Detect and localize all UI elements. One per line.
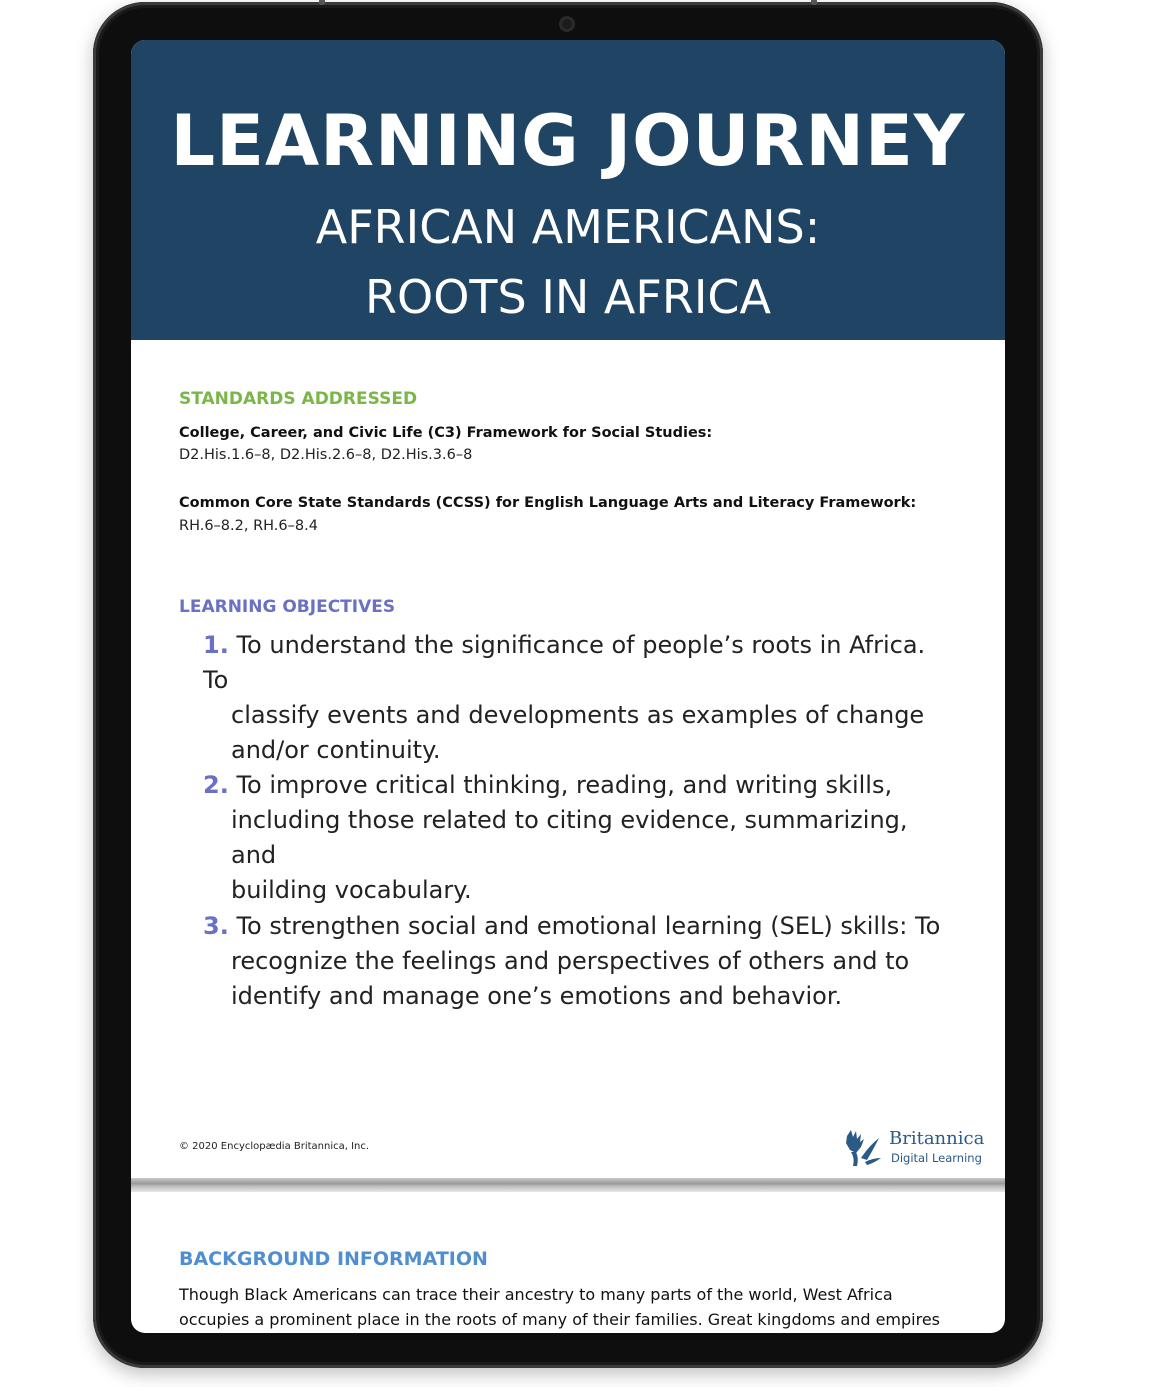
volume-button (319, 0, 325, 5)
background-heading: BACKGROUND INFORMATION (179, 1248, 488, 1270)
objectives-heading: LEARNING OBJECTIVES (179, 597, 396, 617)
page-title: LEARNING JOURNEY (170, 100, 966, 182)
standard-label-ccss: Common Core State Standards (CCSS) for English Language Arts and Literacy Framework: (179, 495, 917, 511)
objective-text: recognize the feelings and perspectives of others and to (231, 947, 910, 975)
objective-number: 2. (203, 771, 229, 799)
objective-item (203, 628, 943, 768)
objective-text: building vocabulary. (231, 876, 472, 904)
camera-icon (559, 16, 575, 32)
standards-heading: STANDARDS ADDRESSED (179, 389, 418, 409)
objective-text: identify and manage one’s emotions and behavior. (231, 982, 843, 1010)
background-text-line: occupies a prominent place in the roots of many of their families. Great kingdoms and empires (179, 1310, 941, 1329)
page-subtitle-line1: AFRICAN AMERICANS: (315, 200, 821, 254)
logo-name: Britannica (889, 1128, 985, 1149)
background-paragraph (179, 1282, 969, 1332)
header-banner (131, 40, 1005, 340)
standard-codes-ccss: RH.6–8.2, RH.6–8.4 (179, 518, 318, 534)
objective-item (203, 768, 943, 908)
standard-label-c3: College, Career, and Civic Life (C3) Framework for Social Studies: (179, 425, 713, 441)
objective-text: To improve critical thinking, reading, and writing skills, (236, 771, 893, 799)
tablet-frame (93, 2, 1043, 1368)
background-text-line: Though Black Americans can trace their ancestry to many parts of the world, West Africa (179, 1285, 893, 1304)
objective-item (203, 909, 943, 1014)
copyright-notice: © 2020 Encyclopædia Britannica, Inc. (179, 1141, 370, 1152)
logo-subtitle: Digital Learning (891, 1151, 982, 1165)
page-subtitle-line2: ROOTS IN AFRICA (365, 270, 771, 324)
objective-text: and/or continuity. (231, 736, 441, 764)
standard-codes-c3: D2.His.1.6–8, D2.His.2.6–8, D2.His.3.6–8 (179, 447, 473, 463)
power-button (811, 0, 817, 5)
thistle-icon (841, 1128, 887, 1168)
britannica-logo[interactable] (841, 1128, 991, 1168)
objective-text: including those related to citing evidence, summarizing, and (231, 806, 908, 869)
objective-text: To strengthen social and emotional learning (SEL) skills: To (236, 912, 941, 940)
objective-number: 3. (203, 912, 229, 940)
document-page[interactable] (131, 40, 1005, 1333)
page-divider (131, 1178, 1005, 1192)
objective-text: classify events and developments as examples of change (231, 701, 925, 729)
objective-number: 1. (203, 631, 229, 659)
objective-text: To understand the significance of people’s roots in Africa. To (203, 631, 926, 694)
